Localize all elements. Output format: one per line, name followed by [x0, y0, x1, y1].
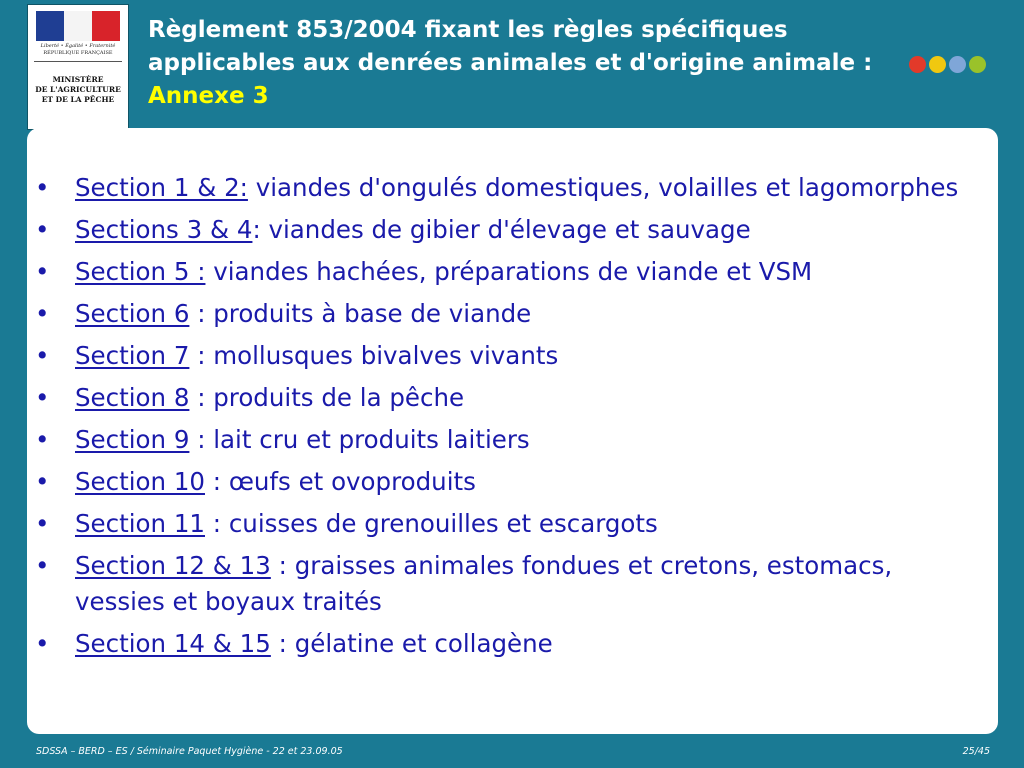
section-link[interactable]: Section 1 & 2:: [75, 173, 248, 202]
bullet-icon: •: [35, 173, 50, 202]
bullet-icon: •: [35, 257, 50, 286]
ministry-logo: [27, 4, 129, 130]
section-link[interactable]: Section 6: [75, 299, 190, 328]
section-description: : viandes de gibier d'élevage et sauvage: [252, 215, 751, 244]
section-description: : produits à base de viande: [189, 299, 532, 328]
ministry-line: DE L'AGRICULTURE: [35, 85, 121, 94]
section-description: : produits de la pêche: [189, 383, 465, 412]
ministry-name: [28, 75, 128, 105]
list-item: [27, 170, 977, 206]
list-item: [27, 212, 977, 248]
page-number: 25/45: [962, 746, 990, 757]
list-item: [27, 548, 977, 620]
content-panel: [27, 128, 998, 734]
section-link[interactable]: Section 14 & 15: [75, 629, 271, 658]
list-item: [27, 296, 977, 332]
dot-green-icon: [969, 56, 986, 73]
slide-title-main: Règlement 853/2004 fixant les règles spécifiques applicables aux denrées animales et d'origine animale :: [148, 17, 873, 76]
bullet-icon: •: [35, 425, 50, 454]
logo-divider: [34, 61, 122, 62]
slide-title: [148, 14, 893, 113]
section-link[interactable]: Section 7: [75, 341, 190, 370]
section-description: viandes hachées, préparations de viande et VSM: [205, 257, 813, 286]
bullet-icon: •: [35, 299, 50, 328]
list-item: [27, 506, 977, 542]
decorative-dots: [909, 56, 986, 73]
section-description: : œufs et ovoproduits: [205, 467, 476, 496]
list-item: [27, 464, 977, 500]
section-link[interactable]: Section 8: [75, 383, 190, 412]
footer-caption: SDSSA – BERD – ES / Séminaire Paquet Hygiène - 22 et 23.09.05: [36, 746, 343, 757]
dot-blue-icon: [949, 56, 966, 73]
logo-motto: Liberté • Égalité • Fraternité: [40, 43, 116, 49]
section-description: : lait cru et produits laitiers: [189, 425, 530, 454]
list-item: [27, 254, 977, 290]
section-link[interactable]: Section 11: [75, 509, 205, 538]
section-description: : gélatine et collagène: [270, 629, 553, 658]
section-link[interactable]: Section 10: [75, 467, 205, 496]
section-description: : mollusques bivalves vivants: [189, 341, 559, 370]
republic-flag-icon: [36, 11, 120, 41]
section-link[interactable]: Sections 3 & 4: [75, 215, 253, 244]
bullet-icon: •: [35, 509, 50, 538]
ministry-line: ET DE LA PÊCHE: [41, 95, 115, 104]
section-list: [27, 170, 977, 668]
section-link[interactable]: Section 9: [75, 425, 190, 454]
list-item: [27, 338, 977, 374]
list-item: [27, 422, 977, 458]
logo-republic: RÉPUBLIQUE FRANÇAISE: [43, 50, 113, 56]
bullet-icon: •: [35, 215, 50, 244]
dot-red-icon: [909, 56, 926, 73]
section-link[interactable]: Section 5 :: [75, 257, 206, 286]
bullet-icon: •: [35, 629, 50, 658]
section-description: : graisses animales fondues et cretons, estomacs, vessies et boyaux traités: [75, 551, 893, 616]
bullet-icon: •: [35, 467, 50, 496]
section-description: : cuisses de grenouilles et escargots: [205, 509, 658, 538]
bullet-icon: •: [35, 383, 50, 412]
ministry-line: MINISTÈRE: [52, 75, 104, 84]
section-description: viandes d'ongulés domestiques, volailles et lagomorphes: [247, 173, 959, 202]
bullet-icon: •: [35, 551, 50, 580]
bullet-icon: •: [35, 341, 50, 370]
list-item: [27, 626, 977, 662]
list-item: [27, 380, 977, 416]
dot-yellow-icon: [929, 56, 946, 73]
slide-title-accent: Annexe 3: [148, 83, 269, 109]
section-link[interactable]: Section 12 & 13: [75, 551, 271, 580]
